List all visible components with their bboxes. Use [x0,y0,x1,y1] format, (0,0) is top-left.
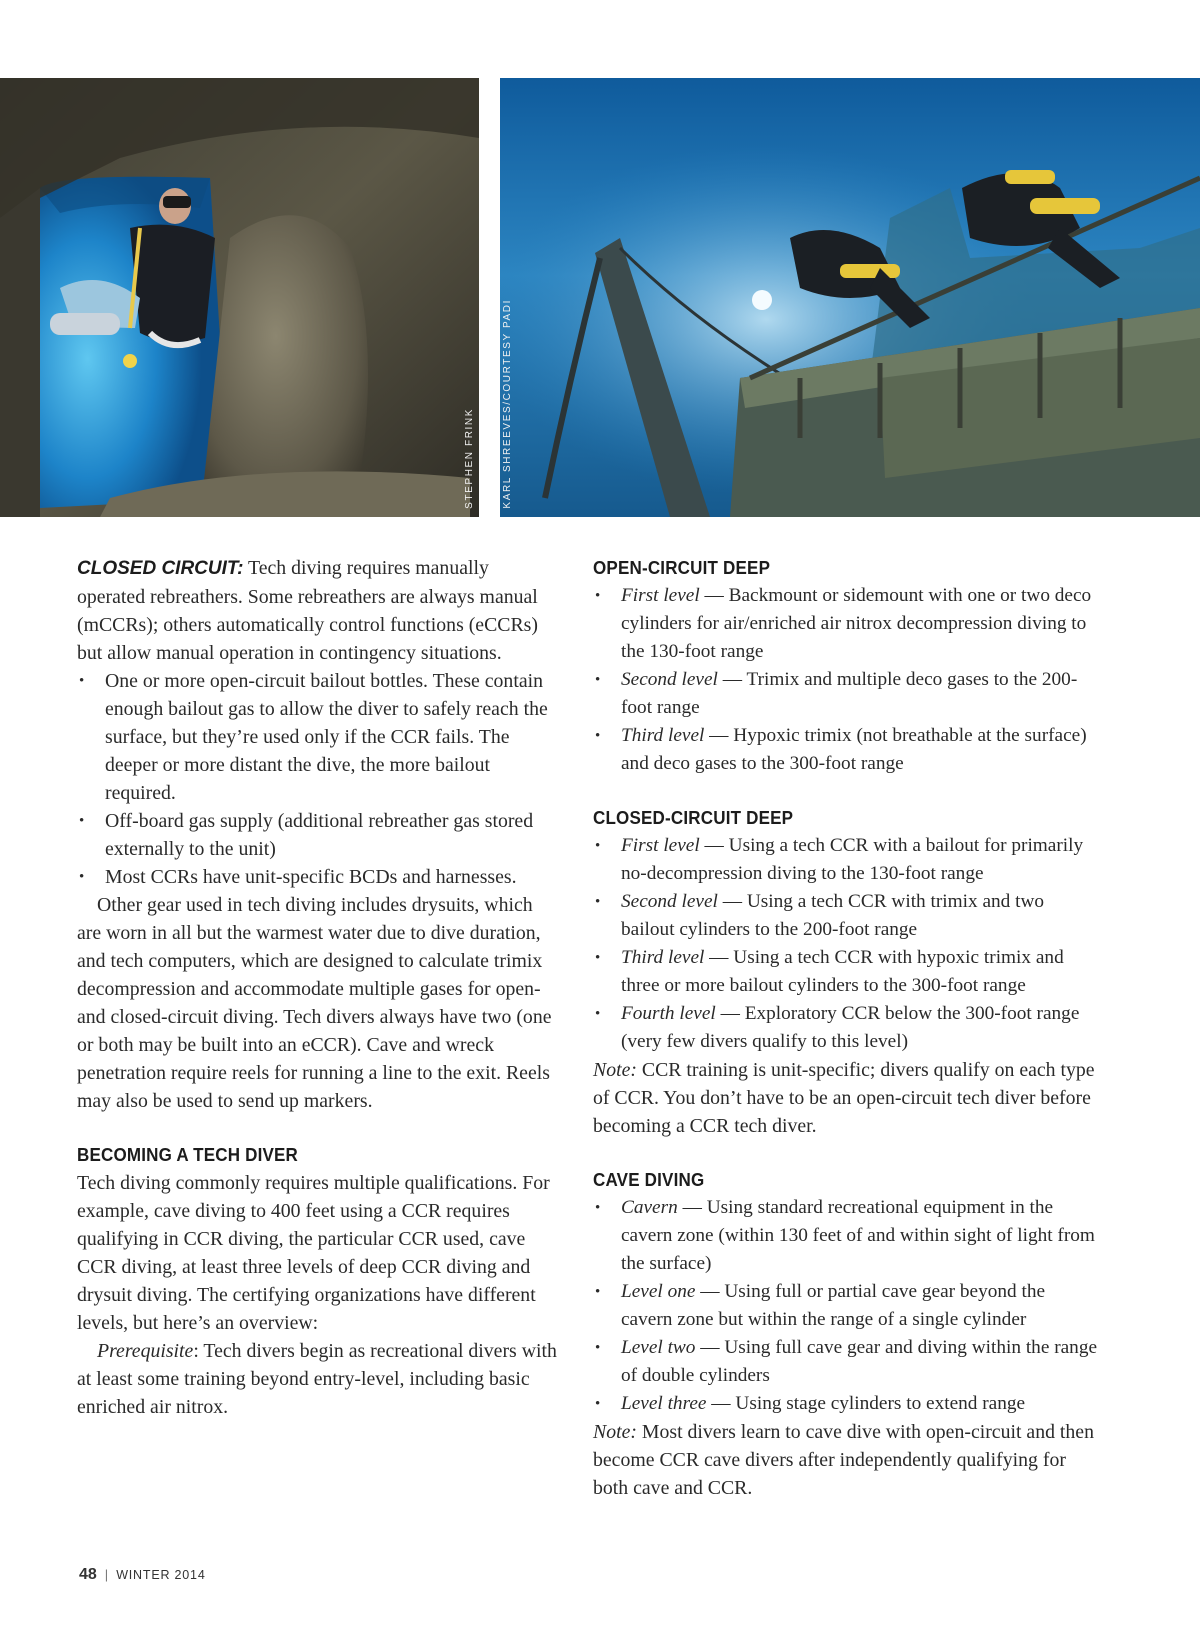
level-description: — Using standard recreational equipment in the cavern zone (within 130 feet of and within sight of light from the surface) [621,1197,1095,1274]
level-name: Second level [621,891,718,912]
level-description: — Using full or partial cave gear beyond the cavern zone but within the range of a single cylinder [621,1281,1046,1330]
list-item: • Off-board gas supply (additional rebreather gas stored externally to the unit) [77,807,557,863]
ccr-note [593,1056,1098,1140]
closed-circuit-deep-heading: CLOSED-CIRCUIT DEEP [593,807,794,828]
closed-circuit-levels [593,832,1098,1056]
photo-credit: STEPHEN FRINK [464,408,475,509]
cave-levels [593,1194,1098,1418]
left-column [77,554,557,1421]
level-description: — Using a tech CCR with hypoxic trimix and three or more bailout cylinders to the 300-foot range [621,947,1064,996]
closed-circuit-lead: CLOSED CIRCUIT: [77,558,244,579]
level-description: — Using stage cylinders to extend range [706,1393,1026,1414]
closed-circuit-intro [77,554,557,667]
list-item [593,944,1098,1000]
level-description: — Using full cave gear and diving within the range of double cylinders [621,1337,1098,1386]
open-circuit-levels [593,582,1098,778]
open-circuit-deep-heading: OPEN-CIRCUIT DEEP [593,557,771,578]
photo-ccr-divers-on-wreck [500,78,1200,517]
other-gear-paragraph: Other gear used in tech diving includes drysuits, which are worn in all but the warmest water due to dive duration, and tech computers, which are designed to calculate trimix decompression and accommodate multiple gases for open- and closed-circuit diving. Tech divers always have two (one or both may be built into an eCCR). Cave and wreck penetration require reels for running a line to the exit. Reels may also be used to send up markers. [77,894,552,1112]
right-column [593,554,1098,1502]
note-text: CCR training is unit-specific; divers qualify on each type of CCR. You don’t have to be an open-circuit tech diver before becoming a CCR tech diver. [593,1059,1095,1137]
level-name: Level one [621,1281,696,1302]
level-name: Fourth level [621,1003,716,1024]
list-item [593,1000,1098,1056]
level-name: Third level [621,947,705,968]
level-name: Level three [621,1393,707,1414]
level-description: — Using a tech CCR with trimix and two bailout cylinders to the 200-foot range [621,891,1045,940]
prerequisite-paragraph [77,1337,557,1421]
prerequisite-label: Prerequisite [97,1340,194,1362]
photo-diver-in-wreck [0,78,479,517]
level-name: Cavern [621,1197,678,1218]
closed-circuit-bullets [77,667,557,891]
level-description: — Hypoxic trimix (not breathable at the surface) and deco gases to the 300-foot range [621,725,1087,774]
footer-separator: | [104,1567,109,1582]
cave-diving-heading: CAVE DIVING [593,1169,705,1190]
level-description: — Using a tech CCR with a bailout for primarily no-decompression diving to the 130-foot range [621,835,1084,884]
list-item [593,1194,1098,1278]
becoming-tech-diver-heading: BECOMING A TECH DIVER [77,1144,299,1165]
list-item [593,1278,1098,1334]
cave-note [593,1418,1098,1502]
prerequisite-text: : Tech divers begin as recreational divers with at least some training beyond entry-level, including basic enriched air nitrox. [77,1340,557,1418]
wreck-diver-illustration [0,78,479,517]
note-text: Most divers learn to cave dive with open-circuit and then become CCR cave divers after independently qualifying for both cave and CCR. [593,1421,1094,1499]
level-name: Level two [621,1337,696,1358]
list-item [593,832,1098,888]
level-description: — Exploratory CCR below the 300-foot range (very few divers qualify to this level) [621,1003,1080,1052]
list-item [593,1334,1098,1390]
note-label: Note: [593,1059,637,1081]
list-item: • One or more open-circuit bailout bottles. These contain enough bailout gas to allow the diver to safely reach the surface, but they’re used only if the CCR fails. The deeper or more distant the dive, the more bailout required. [77,667,557,807]
level-description: — Backmount or sidemount with one or two deco cylinders for air/enriched air nitrox decompression diving to the 130-foot range [621,585,1092,662]
ccr-divers-illustration [500,78,1200,517]
level-name: First level [621,585,700,606]
page-number: 48 [79,1566,97,1583]
becoming-tech-diver-paragraph: Tech diving commonly requires multiple qualifications. For example, cave diving to 400 feet using a CCR requires qualifying in CCR diving, the particular CCR used, cave CCR diving, at least three levels of deep CCR diving and drysuit diving. The certifying organizations have different levels, but here’s an overview: [77,1172,550,1334]
list-item: • Most CCRs have unit-specific BCDs and harnesses. [77,863,557,891]
level-name: Third level [621,725,705,746]
level-name: First level [621,835,700,856]
level-name: Second level [621,669,718,690]
closed-circuit-text: Tech diving requires manually operated rebreathers. Some rebreathers are always manual (mCCRs); others automatically control functions (eCCRs) but allow manual operation in contingency situations. [77,557,538,664]
list-item [593,1390,1098,1418]
list-item [593,888,1098,944]
level-description: — Trimix and multiple deco gases to the 200-foot range [621,669,1078,718]
issue-label: WINTER 2014 [116,1568,206,1582]
note-label: Note: [593,1421,637,1443]
list-item [593,666,1098,722]
list-item [593,722,1098,778]
page-footer [79,1566,206,1584]
list-item [593,582,1098,666]
photo-credit: KARL SHREEVES/COURTESY PADI [502,299,513,509]
